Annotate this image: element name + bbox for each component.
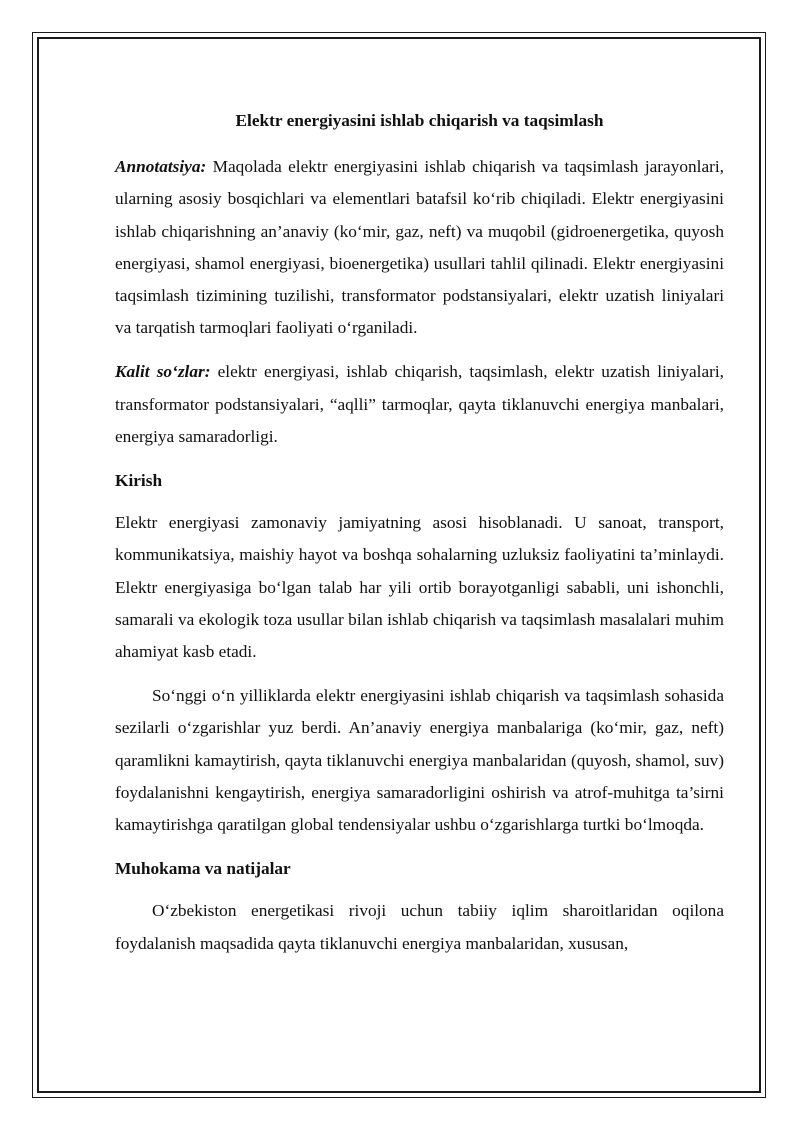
annotation-text: Maqolada elektr energiyasini ishlab chiqarish va taqsimlash jarayonlari, ularning asosiy bosqichlari va elementlari batafsil ko‘rib chiqiladi. Elektr energiyasini ishlab chiqarishning an’anaviy (ko‘mir, gaz, neft) va muqobil (gidroenergetika, quyosh energiyasi, shamol energiyasi, bioenergetika) usullari tahlil qilinadi. Elektr energiyasini taqsimlash tizimining tuzilishi, transformator podstansiyalari, elektr uzatish liniyalari va tarqatish tarmoqlari faoliyati o‘rganiladi. — [115, 157, 724, 338]
keywords-label: Kalit so‘zlar: — [115, 362, 211, 382]
document-body — [115, 105, 724, 972]
annotation-label: Annotatsiya: — [115, 157, 207, 177]
discussion-paragraph-1: O‘zbekiston energetikasi rivoji uchun tabiiy iqlim sharoitlaridan oqilona foydalanish maqsadida qayta tiklanuvchi energiya manbalaridan, xususan, — [115, 901, 724, 953]
intro-paragraph-1: Elektr energiyasi zamonaviy jamiyatning asosi hisoblanadi. U sanoat, transport, kommunikatsiya, maishiy hayot va boshqa sohalarning uzluksiz faoliyatini ta’minlaydi. Elektr energiyasiga bo‘lgan talab har yili ortib borayotganligi sababli, uni ishonchli, samarali va ekologik toza usullar bilan ishlab chiqarish va taqsimlash masalalari muhim ahamiyat kasb etadi. — [115, 513, 724, 662]
intro-heading: Kirish — [115, 471, 163, 491]
discussion-heading: Muhokama va natijalar — [115, 859, 291, 879]
intro-paragraph-2: So‘nggi o‘n yilliklarda elektr energiyasini ishlab chiqarish va taqsimlash sohasida sezilarli o‘zgarishlar yuz berdi. An’anaviy energiya manbalariga (ko‘mir, gaz, neft) qaramlikni kamaytirish, qayta tiklanuvchi energiya manbalaridan (quyosh, shamol, suv) foydalanishni kengaytirish, energiya samaradorligini oshirish va atrof-muhitga ta’sirni kamaytirishga qaratilgan global tendensiyalar ushbu o‘zgarishlarga turtki bo‘lmoqda. — [115, 686, 724, 835]
annotation-paragraph — [115, 151, 724, 344]
document-title: Elektr energiyasini ishlab chiqarish va taqsimlash — [235, 111, 604, 130]
keywords-paragraph — [115, 356, 724, 453]
keywords-text: elektr energiyasi, ishlab chiqarish, taqsimlash, elektr uzatish liniyalari, transformator podstansiyalari, “aqlli” tarmoqlar, qayta tiklanuvchi energiya manbalari, energiya samaradorligi. — [115, 362, 724, 446]
